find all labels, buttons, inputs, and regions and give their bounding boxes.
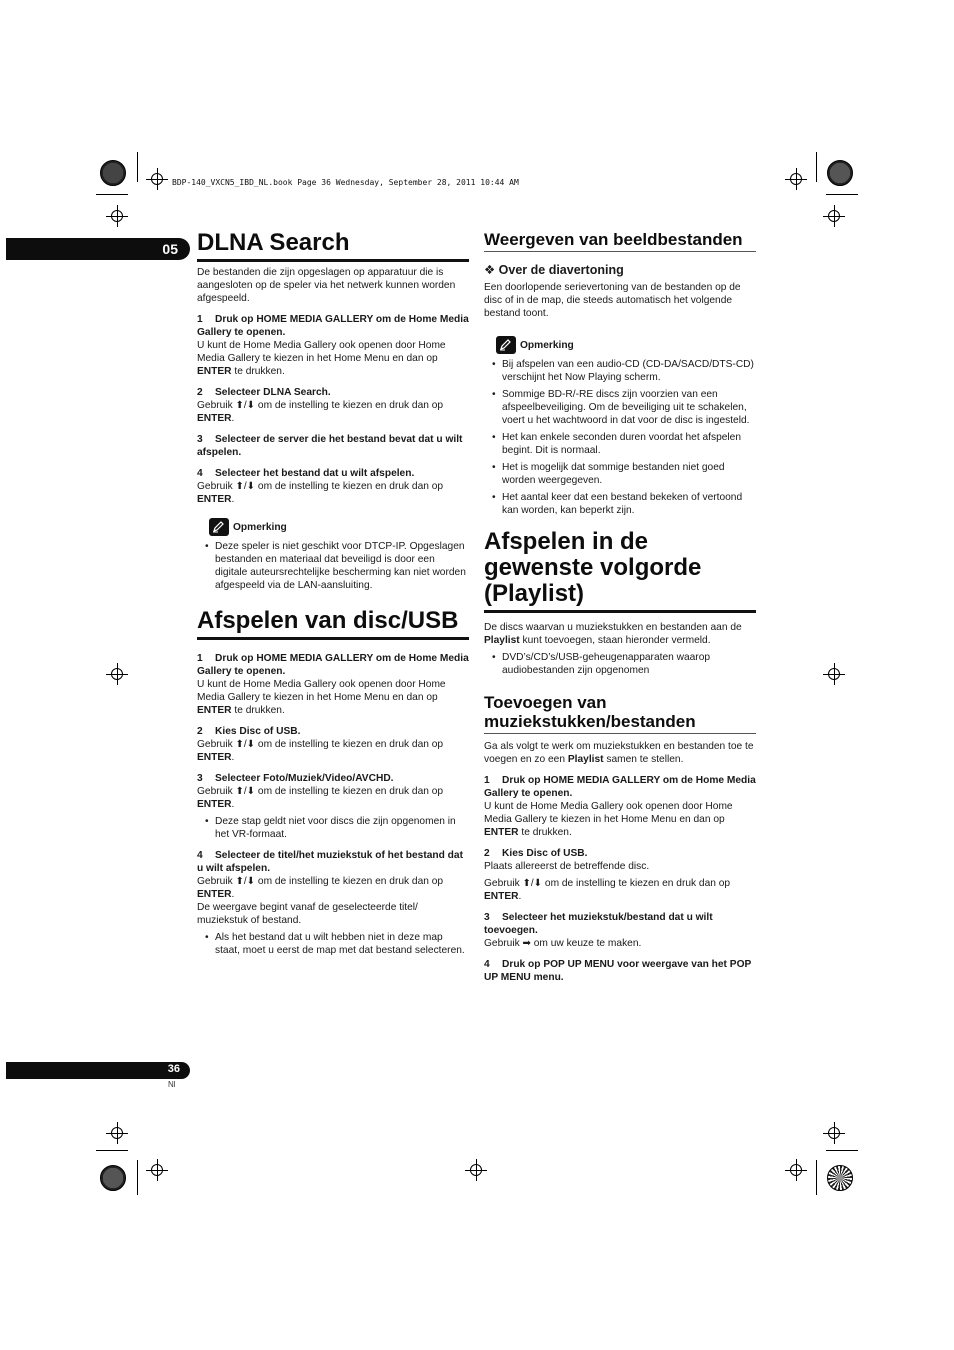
add-step-2-body-2: Gebruik ⬆/⬇ om de instelling te kiezen en druk dan op ENTER. (484, 878, 731, 902)
section-title-disc-usb: Afspelen van disc/USB (197, 608, 469, 640)
language-code: Nl (168, 1080, 176, 1089)
registration-mark-icon (151, 173, 163, 185)
up-down-arrow-icon: ⬆/⬇ (235, 400, 256, 411)
note-label: Opmerking (233, 521, 287, 533)
section-title-playlist: Afspelen in de gewenste volgorde (Playlist) (484, 529, 756, 613)
add-step-3-body: Gebruik ➡ om uw keuze te maken. (484, 938, 642, 949)
disc-step-1: 1 Druk op HOME MEDIA GALLERY om de Home Media Gallery te openen. (197, 653, 469, 677)
disc-step-2-body: Gebruik ⬆/⬇ om de instelling te kiezen en druk dan op ENTER. (197, 739, 444, 763)
registration-mark-icon (111, 1127, 123, 1139)
registration-target-icon (100, 160, 126, 186)
add-intro: Ga als volgt te werk om muziekstukken en bestanden toe te voegen en zo een Playlist samen te stellen. (484, 741, 754, 765)
disc-step-1-body: U kunt de Home Media Gallery ook openen door Home Media Gallery te kiezen in het Home Menu en dan op ENTER te drukken. (197, 679, 446, 716)
note-item: • Bij afspelen van een audio-CD (CD-DA/SACD/DTS-CD) verschijnt het Now Playing scherm. (484, 358, 756, 384)
slideshow-heading: ❖ Over de diavertoning (484, 263, 624, 277)
left-column (197, 230, 469, 957)
disc-step-4-after: De weergave begint vanaf de geselecteerde titel/ muziekstuk of bestand. (197, 902, 418, 926)
note-item: • Het is mogelijk dat sommige bestanden niet goed worden weergegeven. (484, 461, 756, 487)
playlist-bullet: • DVD’s/CD’s/USB-geheugenapparaten waarop audiobestanden zijn opgenomen (484, 651, 756, 677)
registration-target-icon (827, 160, 853, 186)
registration-mark-icon (828, 668, 840, 680)
note-label: Opmerking (520, 339, 574, 351)
playlist-intro: De discs waarvan u muziekstukken en bestanden aan de Playlist kunt toevoegen, staan hieronder vermeld. (484, 622, 742, 646)
registration-mark-icon (151, 1164, 163, 1176)
registration-target-icon (827, 1165, 853, 1191)
up-down-arrow-icon: ⬆/⬇ (235, 739, 256, 750)
note-item: • Het aantal keer dat een bestand bekeken of vertoond kan worden, kan beperkt zijn. (484, 491, 756, 517)
note-pencil-icon (496, 336, 516, 354)
add-step-1: 1 Druk op HOME MEDIA GALLERY om de Home Media Gallery te openen. (484, 775, 756, 799)
up-down-arrow-icon: ⬆/⬇ (235, 786, 256, 797)
page-number: 36 (167, 1063, 180, 1075)
step-2-body: Gebruik ⬆/⬇ om de instelling te kiezen en druk dan op ENTER. (197, 400, 444, 424)
step-4-body: Gebruik ⬆/⬇ om de instelling te kiezen en druk dan op ENTER. (197, 481, 444, 505)
add-step-1-body: U kunt de Home Media Gallery ook openen door Home Media Gallery te kiezen in het Home Menu en dan op ENTER te drukken. (484, 801, 733, 838)
dlna-intro: De bestanden die zijn opgeslagen op apparatuur die is aangesloten op de speler via het netwerk kunnen worden afgespeeld. (197, 267, 456, 304)
up-down-arrow-icon: ⬆/⬇ (235, 876, 256, 887)
up-down-arrow-icon: ⬆/⬇ (235, 481, 256, 492)
section-title-dlna: DLNA Search (197, 230, 469, 262)
step-1: 1 Druk op HOME MEDIA GALLERY om de Home Media Gallery te openen. (197, 314, 469, 338)
add-step-3: 3 Selecteer het muziekstuk/bestand dat u wilt toevoegen. (484, 912, 713, 936)
disc-step-2: 2 Kies Disc of USB. (197, 726, 301, 737)
note-item: • Sommige BD-R/-RE discs zijn voorzien van een afspeelbeveiliging. Om de beveiliging uit te schakelen, voert u het wachtwoord in dat voor de disc is ingesteld. (484, 388, 756, 427)
step-2: 2 Selecteer DLNA Search. (197, 387, 331, 398)
chapter-number: 05 (162, 241, 178, 257)
registration-mark-icon (790, 173, 802, 185)
note-item: • Deze speler is niet geschikt voor DTCP-IP. Opgeslagen bestanden en materiaal dat beveiligd is door een digitale auteursrechtelijke bescherming kan niet worden afgespeeld via de LAN-aansluiting. (197, 540, 469, 592)
chapter-tab (6, 238, 190, 260)
disc-step-3-bullet: • Deze stap geldt niet voor discs die zijn opgenomen in het VR-formaat. (197, 815, 469, 841)
section-title-images: Weergeven van beeldbestanden (484, 230, 756, 252)
registration-mark-icon (828, 210, 840, 222)
registration-mark-icon (828, 1127, 840, 1139)
registration-mark-icon (470, 1164, 482, 1176)
right-arrow-icon: ➡ (522, 938, 531, 949)
step-3: 3 Selecteer de server die het bestand bevat dat u wilt afspelen. (197, 434, 463, 458)
book-header-line: BDP-140_VXCN5_IBD_NL.book Page 36 Wednesday, September 28, 2011 10:44 AM (172, 178, 519, 187)
up-down-arrow-icon: ⬆/⬇ (522, 878, 543, 889)
add-step-2: 2 Kies Disc of USB. (484, 848, 588, 859)
registration-mark-icon (790, 1164, 802, 1176)
add-step-4: 4 Druk op POP UP MENU voor weergave van het POP UP MENU menu. (484, 959, 752, 983)
registration-target-icon (100, 1165, 126, 1191)
note-header (496, 336, 756, 354)
disc-step-3: 3 Selecteer Foto/Muziek/Video/AVCHD. (197, 773, 394, 784)
section-title-add: Toevoegen van muziekstukken/bestanden (484, 693, 756, 734)
step-1-body: U kunt de Home Media Gallery ook openen door Home Media Gallery te kiezen in het Home Menu en dan op ENTER te drukken. (197, 340, 446, 377)
note-pencil-icon (209, 518, 229, 536)
slideshow-body: Een doorlopende serievertoning van de bestanden op de disc of in de map, die steeds automatisch het volgende bestand toont. (484, 282, 741, 319)
add-step-2-body: Plaats allereerst de betreffende disc. (484, 861, 650, 872)
disc-step-4-bullet: • Als het bestand dat u wilt hebben niet in deze map staat, moet u eerst de map met dat bestand selecteren. (197, 931, 469, 957)
page-number-tab (6, 1062, 190, 1079)
registration-mark-icon (111, 210, 123, 222)
right-column (484, 230, 756, 984)
note-header (209, 518, 469, 536)
disc-step-4: 4 Selecteer de titel/het muziekstuk of het bestand dat u wilt afspelen. (197, 850, 463, 874)
disc-step-3-body: Gebruik ⬆/⬇ om de instelling te kiezen en druk dan op ENTER. (197, 786, 444, 810)
disc-step-4-body: Gebruik ⬆/⬇ om de instelling te kiezen en druk dan op ENTER. (197, 876, 444, 900)
step-4: 4 Selecteer het bestand dat u wilt afspelen. (197, 468, 415, 479)
registration-mark-icon (111, 668, 123, 680)
note-item: • Het kan enkele seconden duren voordat het afspelen begint. Dit is normaal. (484, 431, 756, 457)
